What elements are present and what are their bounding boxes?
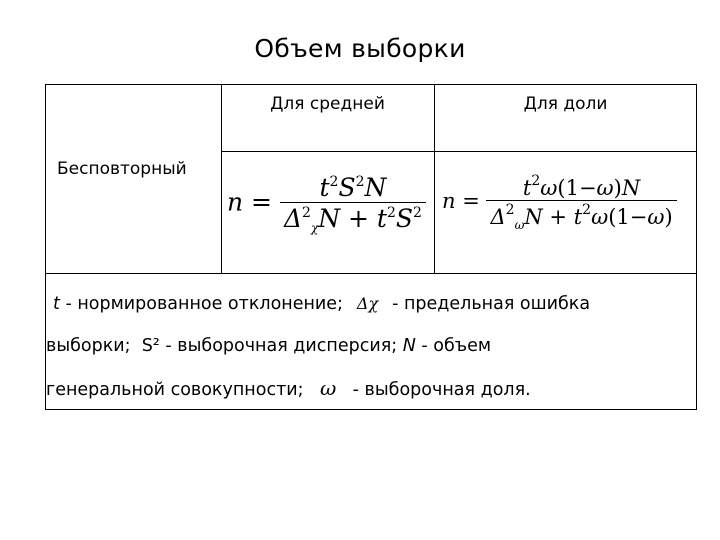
page-title: Объем выборки bbox=[254, 34, 466, 63]
legend-n-text: - объем bbox=[415, 336, 492, 356]
legend-line-3 bbox=[46, 367, 693, 411]
legend-t-text: - нормированное отклонение; bbox=[59, 294, 349, 314]
legend-t-symbol: t bbox=[53, 294, 60, 314]
column-header-share: Для доли bbox=[523, 94, 608, 114]
formula-share: n = $\frac{t^2\omega(1-\omega)N}{\Delta^2_\omega N + t^2\omega(1-\omega)}$ bbox=[442, 173, 677, 232]
legend-n-symbol: N bbox=[402, 336, 416, 356]
legend-line3-prefix: генеральной совокупности; bbox=[46, 380, 310, 400]
formula-mean: n = $\frac{t^2S^2N}{\Delta^2_\chi N + t^2S^2}$ bbox=[227, 173, 426, 235]
legend-s2-text: - выборочная дисперсия; bbox=[159, 336, 403, 356]
row-label-without-replacement: Бесповторный bbox=[57, 159, 187, 179]
legend-line-2 bbox=[46, 325, 693, 367]
legend-delta-text: - предельная ошибка bbox=[386, 294, 591, 314]
column-header-mean: Для средней bbox=[270, 94, 385, 114]
legend-omega-text: - выборочная доля. bbox=[347, 380, 531, 400]
legend-s2-symbol: S² bbox=[141, 336, 160, 356]
legend-omega-symbol: ω bbox=[319, 376, 337, 400]
table-divider-header bbox=[221, 151, 697, 152]
legend-line2-prefix: выборки; bbox=[46, 336, 142, 356]
legend-text bbox=[46, 283, 693, 411]
legend-line-1 bbox=[53, 283, 693, 325]
table-divider-row bbox=[46, 273, 697, 274]
legend-delta-symbol: Δχ bbox=[356, 294, 379, 313]
